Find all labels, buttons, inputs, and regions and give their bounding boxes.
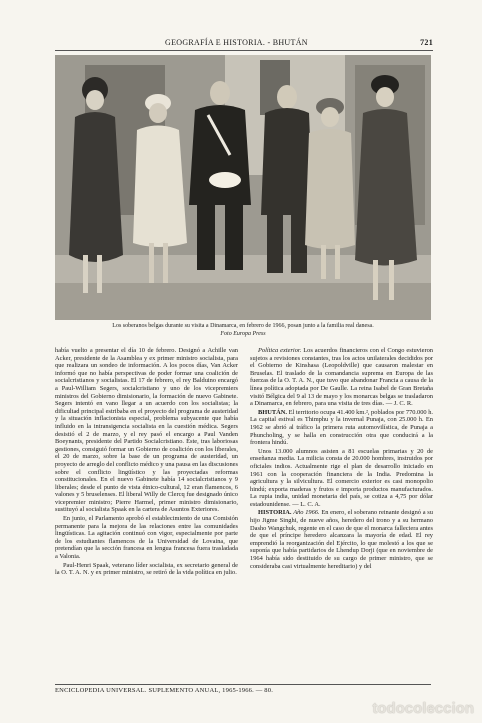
paragraph-text: Los acuerdos financieros con el Congo estuvieron sujetos a revisiones constantes, tras los actos unilaterales decididos por el Gobierno de Kinshasa (Leopoldville) que causaron malestar en Bruselas. El traslado de la comandancia suprema en Europa de las fuerzas de la O. T. A. N., que tuvo que abandonar Francia a causa de la línea política adoptada por De Gaulle. La reina Isabel de Gran Bretaña visitó Bélgica del 9 al 13 de mayo y los monarcas belgas se trasladaron a Dinamarca, en febrero, para una visita de tres días. — J. C. R. [250,347,433,408]
paragraph: Paul-Henri Spaak, veterano líder socialista, ex secretario general de la O. T. A. N. y ex primer ministro, se retiró de la vida política en julio. [55,561,238,577]
left-column [55,347,238,677]
photo-illustration [55,55,431,320]
paragraph-foreign-policy [250,347,433,408]
paragraph-text: En enero, el soberano reinante designó a su hijo Jigme Singhi, de nueve años, heredero del trono y a su hermano Dasho Wangchuk, regente en el caso de que el monarca falleciera antes de que el príncipe heredero alcanzara la mayoría de edad. El rey emprendió la reorganización del Ejército, lo que molestó a los que se suponía que había partidarios de Lhendup Dorji (que en noviembre de 1964 había sido destituido de su cargo de primer ministro, que se consideraba casi virtualmente hereditario) y del [250,509,433,570]
page-footer [55,684,431,694]
paragraph-history [250,509,433,570]
paragraph: Unos 13.000 alumnos asisten a 81 escuelas primarias y 20 de enseñanza media. La milicia consta de 20.000 hombres, instruidos por oficiales indios. Actualmente rige el plan de desarrollo iniciado en 1961 con la cooperación financiera de la India. Predomina la agricultura y la silvicultura. El comercio exterior es casi monopolio hindú; exporta maderas y frutos e importa productos manufacturados. La rupia india, unidad monetaria del país, se cotiza a 4,75 por dólar estadounidense. — L. C. A. [250,447,433,508]
paragraph: había vuelto a presentar el día 10 de febrero. Designó a Achille van Acker, presidente de la Asamblea y ex primer ministro socialista, para que realizara un sondeo de información. A los pocos días, Van Acker informó que no había perspectivas de poder formar una coalición de socialcristianos y socialistas. El 17 de febrero, el rey Balduino encargó a Paul-William Segers, socialcristiano y uno de los vicepremiers ministros del Gobierno dimisionario, la formación de nuevo Gabinete. Segers intentó en vano llegar a un acuerdo con los socialistas; la dificultad principal estribaba en el proyecto del programa de austeridad y la situación inflacionista especial, problema subyacente que había influido en la intransigencia socialista en la cuestión médica. Segers desistió el 2 de marzo, y el rey pasó el encargo a Paul Vanden Boeynants, presidente del Partido Socialcristiano. Éste, tras laboriosas gestiones, consiguió formar un Gobierno de coalición con los liberales, el 20 de marzo, sobre la base de un programa de austeridad, un proyecto de arreglo del conflicto médico y una pausa en las discusiones sobre el conflicto lingüístico y las proyectadas reformas constitucionales. En el nuevo Gabinete había 14 socialcristianos y 9 liberales; desde el punto de vista étnico-cultural, 12 eran flamencos, 6 valones y 5 bruselenses. El liberal Willy de Clercq fue designado único vicepremier ministro; Pierre Harmel, primer ministro dimisionario, sustituyó al socialista Spaak en la cartera de Asuntos Exteriores. [55,347,238,514]
right-column [250,347,433,677]
footer-text: ENCICLOPEDIA UNIVERSAL. SUPLEMENTO ANUAL, 1965-1966. — 80. [55,687,274,694]
page-number: 721 [420,38,433,47]
photo-caption: Los soberanos belgas durante su visita a Dinamarca, en febrero de 1966, posan junto a la familia real danesa. [112,323,374,329]
paragraph-bhutan [250,409,433,447]
photo-credit: Foto Europa Press [220,331,266,337]
paragraph: En junio, el Parlamento aprobó el establecimiento de una Comisión permanente para la mejora de las relaciones entre las comunidades lingüísticas. La agitación continuó con vigor, especialmente por parte de los estudiantes flamencos de la Universidad de Lovaina, que pretendían que la sección francesa en lengua francesa fuera trasladada a Valonia. [55,515,238,561]
country-heading: BHUTÁN. [258,408,287,416]
subheading-foreign-policy: Política exterior. [258,347,302,354]
photograph [55,55,431,320]
subheading-history: HISTORIA. [258,509,292,517]
footer-rule [55,684,431,685]
paragraph-text: El territorio ocupa 41.400 km.², poblados por 770.000 h. La capital estival es Thimphu y la invernal Punaja, con 25.000 h. En 1962 se abrió al tráfico la primera ruta automovilística, de Punaja a Phuncholing, y se halla en construcción otra que conducirá a la frontera hindú. [250,408,433,447]
watermark-logo: todocoleccion [372,700,474,717]
header-rule [55,50,433,51]
subheading-year: Año 1966. [293,509,320,517]
running-head: GEOGRAFÍA E HISTORIA. - BHUTÁN [165,38,308,47]
page-header [55,38,433,50]
